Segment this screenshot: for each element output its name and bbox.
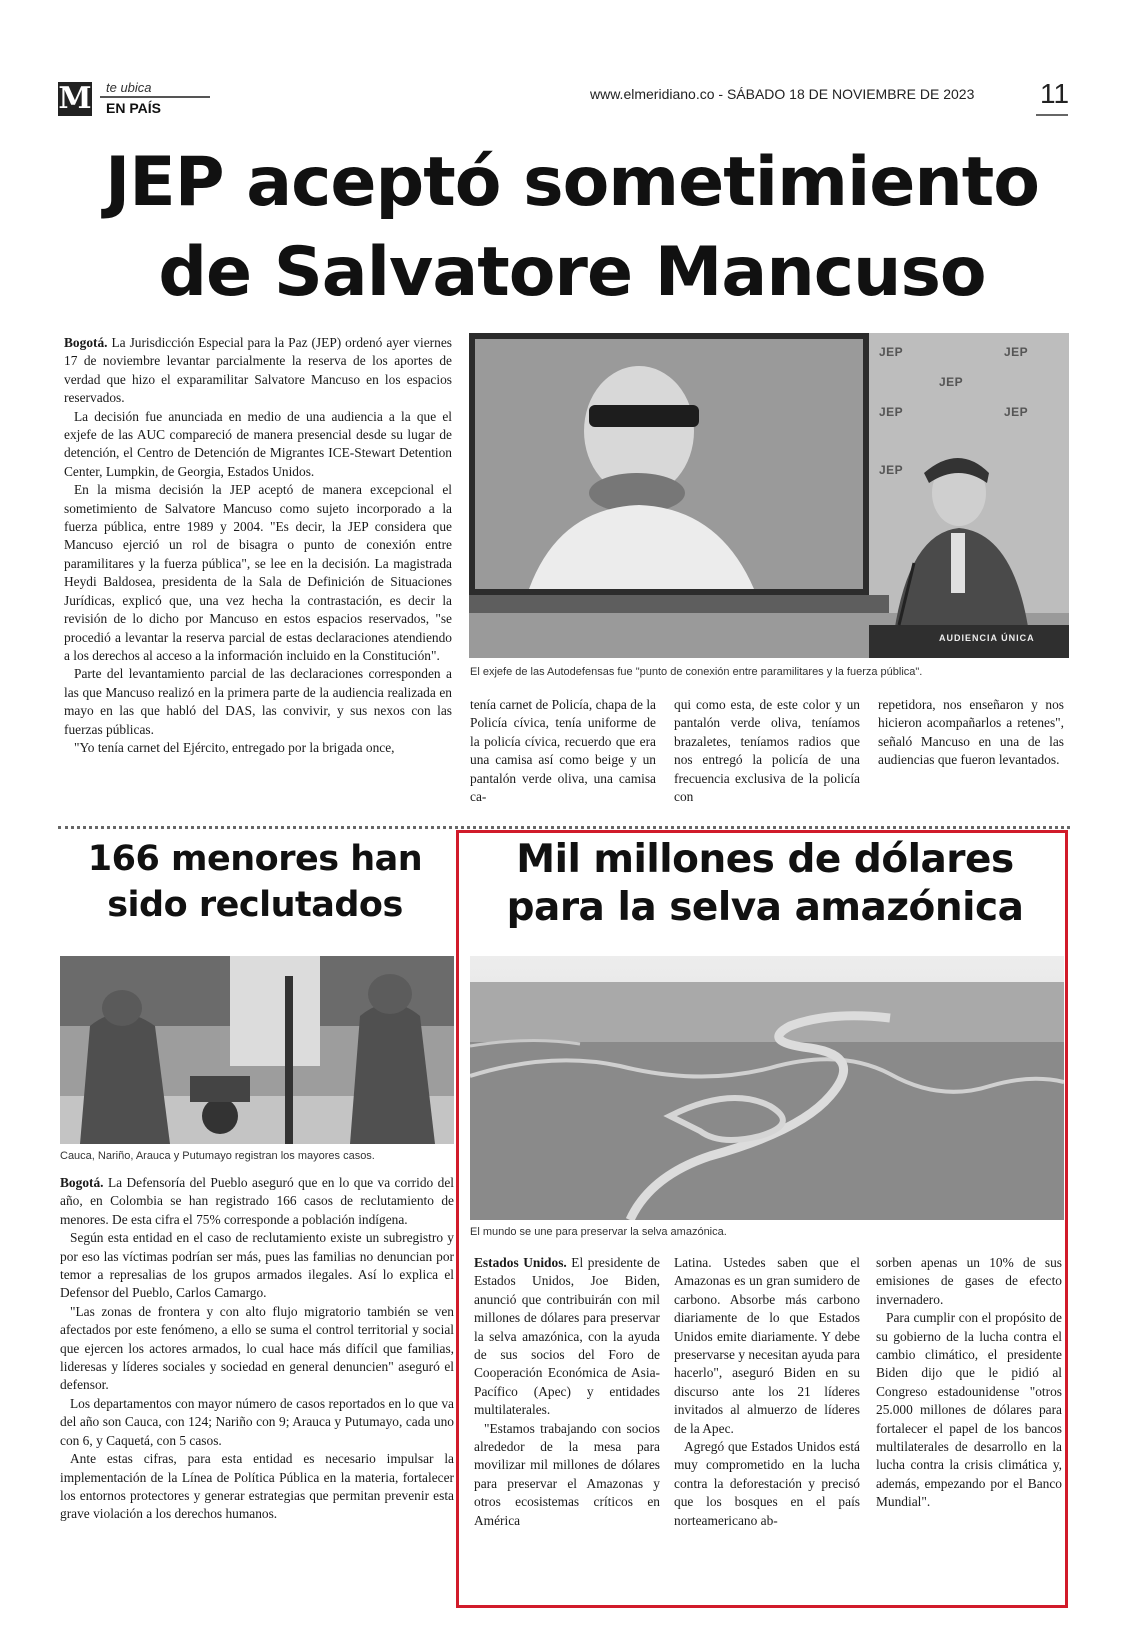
jep-logo-6: JEP [879, 463, 904, 477]
soldiers-photo-caption: Cauca, Nariño, Arauca y Putumayo registran los mayores casos. [60, 1150, 375, 1162]
audiencia-unica-label: AUDIENCIA ÚNICA [939, 633, 1035, 643]
minors-article-paragraph: Los departamentos con mayor número de casos reportados en lo que va del año son Cauca, con 124; Nariño con 9; Arauca y Putumayo, cada uno con 6, y Caquetá, con 5 casos. [60, 1395, 454, 1448]
main-headline-line1: JEP aceptó sometimiento [104, 143, 1040, 222]
minors-article-body [60, 1174, 454, 1600]
minors-article-paragraph: Según esta entidad en el caso de reclutamiento existe un subregistro y por eso las víctimas podrían ser más, pues las familias no denuncian por temor a represalias de los grupos armados ilegales. Así lo explica el Defensor del Pueblo, Carlos Camargo. [60, 1230, 454, 1301]
amazon-article-paragraph: Estados Unidos. El presidente de Estados Unidos, Joe Biden, anunció que contribuirán con mil millones de dólares para preservar la selva amazónica, con la ayuda de sus socios del Foro de Cooperación Económica de Asia-Pacífico (Apec) y entidades multilaterales. [474, 1255, 660, 1418]
page-number-underline [1036, 114, 1068, 116]
minors-headline-line2: sido reclutados [107, 885, 403, 925]
jep-logo-5: JEP [1004, 405, 1029, 419]
main-headline-line2: de Salvatore Mancuso [158, 233, 986, 312]
site-and-date: www.elmeridiano.co - SÁBADO 18 DE NOVIEMBRE DE 2023 [590, 86, 975, 102]
soldiers-photo [60, 956, 454, 1144]
jep-logo-2: JEP [1004, 345, 1029, 359]
amazon-river-photo [470, 956, 1064, 1220]
main-headline [40, 138, 1104, 318]
page-number: 11 [1040, 78, 1070, 109]
main-article-paragraph: Parte del levantamiento parcial de las declaraciones corresponden a las que Mancuso realizó en la primera parte de la audiencia realizada en mayo en las que habló del DAS, las convivir, y sus nexos con las fuerzas públicas. [64, 666, 452, 737]
main-article-paragraph: qui como esta, de este color y un pantalón verde oliva, teníamos brazaletes, teníamos radios que nos entregó la policía de una frecuencia exclusiva de la policía con [674, 697, 860, 805]
amazon-photo-caption: El mundo se une para preservar la selva amazónica. [470, 1226, 727, 1238]
main-photo-caption: El exjefe de las Autodefensas fue "punto de conexión entre paramilitares y la fuerza pública". [470, 666, 923, 678]
main-article-paragraph: repetidora, nos enseñaron y nos hicieron acompañarlos a retenes", señaló Mancuso en una de las audiencias que fueron levantados. [878, 697, 1064, 768]
main-article-column-4 [878, 696, 1064, 808]
amazon-article-paragraph: "Estamos trabajando con socios alrededor de la mesa para movilizar mil millones de dólares para preservar el Amazonas y otros ecosistemas críticos en América [474, 1420, 660, 1528]
amazon-article-paragraph: sorben apenas un 10% de sus emisiones de gases de efecto invernadero. [876, 1255, 1062, 1307]
minors-article-dateline: Bogotá. [60, 1175, 104, 1190]
mancuso-hearing-photo [469, 333, 1069, 658]
section-label: EN PAÍS [106, 100, 161, 116]
amazon-headline [470, 836, 1060, 932]
jep-logo-4: JEP [879, 405, 904, 419]
amazon-article-paragraph: Latina. Ustedes saben que el Amazonas es un gran sumidero de carbono. Absorbe más carbono diariamente de lo que Estados Unidos emite diariamente. Y debe preservarse y necesitan ayuda para hacerlo", aseguró Biden en su discurso ante los 21 líderes invitados al almuerzo de líderes de la Apec. [674, 1255, 860, 1436]
main-article-column-2 [470, 696, 656, 808]
minors-article-paragraph: Ante estas cifras, para esta entidad es necesario impulsar la implementación de la Línea de Política Pública en la materia, fortalecer los entornos protectores y generar estrategias que permitan prevenir esta grave violación a los derechos humanos. [60, 1451, 454, 1522]
main-article-paragraph: tenía carnet de Policía, chapa de la Policía cívica, tenía uniforme de la policía cívica, recuerdo que era una camisa así como beige y un pantalón verde oliva, una camisa ca- [470, 697, 656, 805]
amazon-article-dateline: Estados Unidos. [474, 1255, 567, 1270]
header-divider [100, 96, 210, 98]
main-article-column-1 [64, 334, 452, 794]
minors-article-paragraph: Bogotá. La Defensoría del Pueblo aseguró que en lo que va corrido del año, en Colombia se han registrado 166 casos de reclutamiento de menores. De esta cifra el 75% corresponde a población indígena. [60, 1175, 454, 1227]
amazon-article-paragraph: Agregó que Estados Unidos está muy comprometido en la lucha contra la deforestación y precisó que los bosques en el país norteamericano ab- [674, 1439, 860, 1528]
newspaper-logo: M [58, 81, 92, 116]
logo-tagline: te ubica [106, 80, 152, 95]
minors-headline [60, 836, 450, 928]
jep-logo-3: JEP [939, 375, 964, 389]
main-article-column-3 [674, 696, 860, 808]
minors-headline-line1: 166 menores han [87, 839, 423, 879]
amazon-headline-line1: Mil millones de dólares [516, 837, 1014, 882]
main-article-paragraph: La decisión fue anunciada en medio de una audiencia a la que el exjefe de las AUC compareció de manera presencial desde su lugar de detención, el Centro de Detención de Migrantes ICE-Stewart Detention Center, Lumpkin, de Georgia, Estados Unidos. [64, 408, 452, 479]
amazon-article-column-3 [876, 1254, 1062, 1602]
section-divider [58, 826, 1070, 829]
jep-logo-1: JEP [879, 345, 904, 359]
amazon-article-column-2 [674, 1254, 860, 1602]
main-article-paragraph: Bogotá. La Jurisdicción Especial para la Paz (JEP) ordenó ayer viernes 17 de noviembre levantar parcialmente la reserva de los aportes de verdad que hizo el exparamilitar Salvatore Mancuso en los espacios reservados. [64, 335, 452, 406]
main-article-dateline: Bogotá. [64, 335, 108, 350]
amazon-headline-line2: para la selva amazónica [506, 885, 1024, 930]
main-article-paragraph: "Yo tenía carnet del Ejército, entregado por la brigada once, [74, 739, 395, 755]
amazon-article-column-1 [474, 1254, 660, 1602]
amazon-article-paragraph: Para cumplir con el propósito de su gobierno de la lucha contra el cambio climático, el presidente Biden dijo que le pidió al Congreso estadounidense "otros 25.000 millones de dólares para fortalecer el papel de los bancos multilaterales de desarrollo en la lucha contra la crisis climática y, además, empezando por el Banco Mundial". [876, 1310, 1062, 1510]
minors-article-paragraph: "Las zonas de frontera y con alto flujo migratorio también se ven afectados por este fenómeno, a ello se suma el control territorial y social que ejercen los actores armados, lo cual hace más difícil que familias, lideresas y líderes sociales y sociedad en general denuncien" aseguró el defensor. [60, 1303, 454, 1393]
main-article-paragraph: En la misma decisión la JEP aceptó de manera excepcional el sometimiento de Salvatore Mancuso como sujeto incorporado a la fuerza pública, entre 1989 y 2004. "Es decir, la JEP considera que Mancuso ejerció un rol de bisagra o punto de conexión entre paramilitares y la fuerza pública", se lee en la decisión. La magistrada Heydi Baldosea, presidenta de la Sala de Definición de Situaciones Jurídicas, explicó que, una vez hecha la contrastación, es decir la revisión de lo dicho por Mancuso en estos espacios reservados, "se procedió a levantar la reserva parcial de estas declaraciones atendiendo a los derechos al acceso a la información incluido en la Constitución". [64, 482, 452, 663]
